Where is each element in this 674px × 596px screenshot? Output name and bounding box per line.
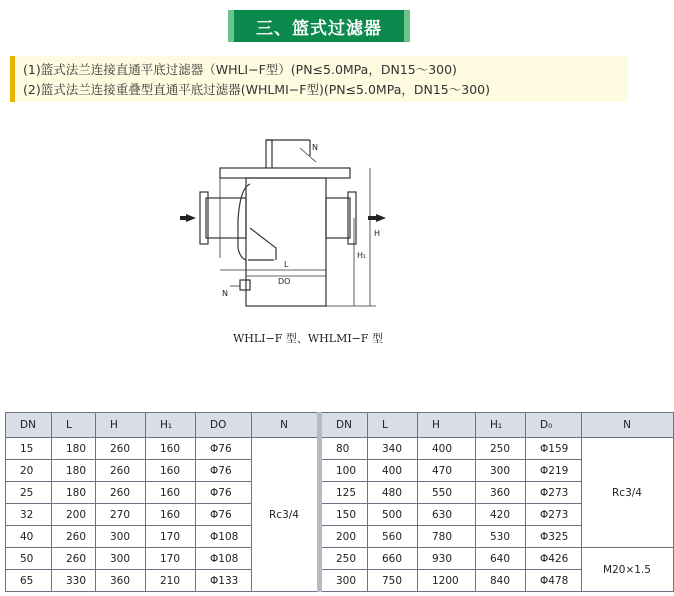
table-cell: Φ76 <box>196 504 252 526</box>
table-row <box>6 460 674 482</box>
filter-body <box>246 178 326 306</box>
table-cell: Φ159 <box>526 438 582 460</box>
table-cell: Φ76 <box>196 482 252 504</box>
table-cell: 340 <box>368 438 418 460</box>
table-cell: 840 <box>476 570 526 592</box>
header-n: N <box>252 413 320 438</box>
table-cell: 260 <box>96 438 146 460</box>
table-cell: 1200 <box>418 570 476 592</box>
table-cell: 160 <box>146 482 196 504</box>
table-cell: 930 <box>418 548 476 570</box>
table-row <box>6 570 674 592</box>
table-row <box>6 482 674 504</box>
table-cell: 640 <box>476 548 526 570</box>
table-cell: 150 <box>320 504 368 526</box>
spec-line-2: (2)篮式法兰连接重叠型直通平底过滤器(WHLMI−F型)(PN≤5.0MPa，DN15～300) <box>23 82 490 97</box>
table-cell: 300 <box>96 548 146 570</box>
label-l: L <box>284 260 289 269</box>
table-cell: 170 <box>146 548 196 570</box>
table-cell: Φ133 <box>196 570 252 592</box>
table-cell: 330 <box>52 570 96 592</box>
table-cell: 210 <box>146 570 196 592</box>
table-cell: 180 <box>52 438 96 460</box>
table-cell: 270 <box>96 504 146 526</box>
header-h1-right: H₁ <box>476 413 526 438</box>
label-n-top: N <box>312 143 318 152</box>
table-cell: Φ76 <box>196 460 252 482</box>
table-cell: Φ219 <box>526 460 582 482</box>
header-do: DO <box>196 413 252 438</box>
table-cell: Φ108 <box>196 526 252 548</box>
table-cell: 660 <box>368 548 418 570</box>
table-cell: 500 <box>368 504 418 526</box>
table-cell-n-left: Rc3/4 <box>252 438 320 592</box>
table-cell: 360 <box>476 482 526 504</box>
table-cell: Φ273 <box>526 504 582 526</box>
inlet-arrow-tail <box>180 216 188 220</box>
outlet-nozzle <box>326 198 350 238</box>
table-cell: 200 <box>52 504 96 526</box>
outlet-flange <box>348 192 356 244</box>
table-cell: 750 <box>368 570 418 592</box>
table-row <box>6 438 674 460</box>
spec-box <box>10 56 628 102</box>
table-cell: 260 <box>96 460 146 482</box>
table-cell: 160 <box>146 504 196 526</box>
table-cell: 125 <box>320 482 368 504</box>
header-dn: DN <box>6 413 52 438</box>
table-cell: 550 <box>418 482 476 504</box>
table-cell-n-right-top: Rc3/4 <box>582 438 674 548</box>
header-d0-right: D₀ <box>526 413 582 438</box>
table-cell-n-right-bottom: M20×1.5 <box>582 548 674 592</box>
table-cell: 420 <box>476 504 526 526</box>
header-l-right: L <box>368 413 418 438</box>
table-cell: Φ108 <box>196 548 252 570</box>
label-n-bottom: N <box>222 289 228 298</box>
table-cell: 400 <box>418 438 476 460</box>
table-cell: 250 <box>476 438 526 460</box>
table-cell: 80 <box>320 438 368 460</box>
table-cell: 25 <box>6 482 52 504</box>
lifting-handle <box>266 140 272 168</box>
table-cell: 160 <box>146 438 196 460</box>
table-cell: 360 <box>96 570 146 592</box>
table-cell: 300 <box>96 526 146 548</box>
table-cell: 200 <box>320 526 368 548</box>
section-title: 三、篮式过滤器 <box>256 18 382 39</box>
table-row <box>6 504 674 526</box>
table-row <box>6 548 674 570</box>
table-cell: 530 <box>476 526 526 548</box>
header-h-right: H <box>418 413 476 438</box>
table-cell: 170 <box>146 526 196 548</box>
label-do: DO <box>278 277 291 286</box>
spec-line-1: (1)篮式法兰连接直通平底过滤器（WHLI−F型）(PN≤5.0MPa，DN15～300) <box>23 62 457 77</box>
header-l: L <box>52 413 96 438</box>
inlet-flange <box>200 192 208 244</box>
table-cell: Φ273 <box>526 482 582 504</box>
table-cell: 180 <box>52 482 96 504</box>
label-h: H <box>374 229 381 238</box>
table-header-row <box>6 413 674 438</box>
table-cell: 260 <box>52 548 96 570</box>
table-cell: 260 <box>96 482 146 504</box>
table-cell: Φ76 <box>196 438 252 460</box>
table-cell: 480 <box>368 482 418 504</box>
table-cell: 780 <box>418 526 476 548</box>
table-cell: 50 <box>6 548 52 570</box>
header-n-right: N <box>582 413 674 438</box>
basket-left <box>238 184 250 260</box>
table-cell: 20 <box>6 460 52 482</box>
header-dn-right: DN <box>320 413 368 438</box>
table-row <box>6 526 674 548</box>
table-cell: Φ426 <box>526 548 582 570</box>
spec-table <box>5 412 674 592</box>
table-cell: 180 <box>52 460 96 482</box>
outlet-arrow-icon <box>376 214 386 222</box>
section-title-banner <box>228 10 410 42</box>
table-cell: 40 <box>6 526 52 548</box>
table-cell: 250 <box>320 548 368 570</box>
header-h: H <box>96 413 146 438</box>
table-cell: 630 <box>418 504 476 526</box>
table-cell: 15 <box>6 438 52 460</box>
table-cell: 400 <box>368 460 418 482</box>
table-cell: 100 <box>320 460 368 482</box>
header-h1: H₁ <box>146 413 196 438</box>
top-cover <box>220 168 350 178</box>
table-cell: 32 <box>6 504 52 526</box>
table-cell: Φ325 <box>526 526 582 548</box>
table-cell: 65 <box>6 570 52 592</box>
table-cell: 160 <box>146 460 196 482</box>
table-cell: 300 <box>476 460 526 482</box>
table-cell: 560 <box>368 526 418 548</box>
label-h1: H₁ <box>357 251 367 260</box>
outlet-arrow-tail <box>368 216 376 220</box>
drawing-caption: WHLI−F 型、WHLMI−F 型 <box>232 332 384 345</box>
table-cell: Φ478 <box>526 570 582 592</box>
filter-drawing <box>180 128 400 318</box>
table-cell: 300 <box>320 570 368 592</box>
drain-plug <box>240 280 250 290</box>
table-cell: 260 <box>52 526 96 548</box>
table-cell: 470 <box>418 460 476 482</box>
